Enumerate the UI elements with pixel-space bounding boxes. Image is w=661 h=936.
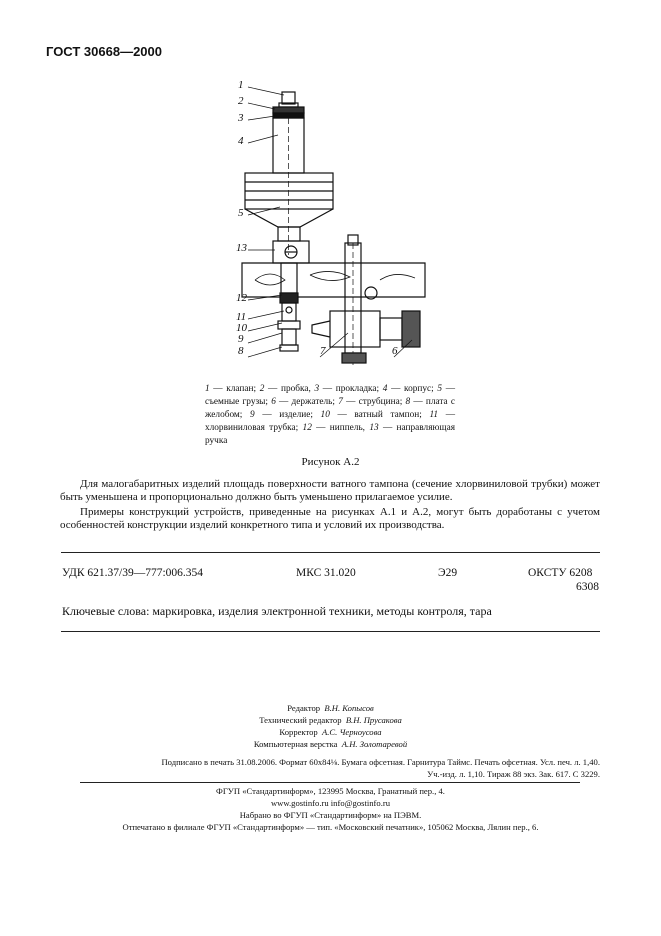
- fig-label-2: 2: [238, 95, 244, 107]
- e-code: Э29: [438, 567, 458, 579]
- fig-label-7: 7: [320, 345, 326, 357]
- fig-label-6: 6: [392, 345, 398, 357]
- fig-label-4: 4: [238, 135, 244, 147]
- fig-label-3: 3: [238, 112, 244, 124]
- mks-code: МКС 31.020: [296, 567, 356, 579]
- divider-top: [61, 552, 600, 553]
- fig-label-13: 13: [236, 242, 247, 254]
- udk-code: УДК 621.37/39—777:006.354: [62, 567, 204, 579]
- keywords: Ключевые слова: маркировка, изделия электронной техники, методы контроля, тара: [62, 604, 492, 618]
- fig-label-1: 1: [238, 79, 244, 91]
- paragraph-1: Для малогабаритных изделий площадь поверхности ватного тампона (сечение хлорвиниловой трубки) может быть уменьшена и пропорционально должно быть уменьшено прилагаемое усилие.: [60, 478, 600, 503]
- fig-label-12: 12: [236, 292, 247, 304]
- fig-label-5: 5: [238, 207, 244, 219]
- valve: [282, 92, 295, 104]
- credit-editor: Редактор В.Н. Копысов: [287, 703, 374, 713]
- signed-info: Подписано в печать 31.08.2006. Формат 60х84⅛. Бумага офсетная. Гарнитура Таймс. Печать офсетная. Усл. печ. л. 1,40. Уч.-изд. л. 1,10. Тираж 88 экз. Зак. 617. С 3229.: [161, 757, 600, 779]
- gasket: [273, 113, 304, 118]
- fig-label-8: 8: [238, 345, 244, 357]
- plug: [273, 107, 304, 113]
- credit-layout: Компьютерная верстка А.Н. Золотаревой: [253, 739, 408, 749]
- standard-header: ГОСТ 30668—2000: [46, 44, 162, 59]
- fig-label-9: 9: [238, 333, 244, 345]
- cone: [245, 209, 333, 227]
- divider-imprint: [80, 782, 580, 783]
- figure-legend: 1 — клапан; 2 — пробка, 3 — прокладка; 4 — корпус; 5 — съемные грузы; 6 — держатель; 7 — струбцина; 8 — плата с желобом; 9 — изделие; 10 — ватный тампон; 11 — хлорвиниловая трубка; 12 — ниппель, 13 — направляющая ручка: [205, 384, 456, 446]
- okstu-code-2: 6308: [576, 581, 599, 593]
- fig-label-10: 10: [236, 322, 247, 334]
- fig-label-11: 11: [236, 311, 247, 323]
- paragraph-2: Примеры конструкций устройств, приведенные на рисунках А.1 и А.2, могут быть доработаны с учетом особенностей конструкции изделий конкретного типа и условий их производства.: [60, 506, 600, 531]
- publisher-info: ФГУП «Стандартинформ», 123995 Москва, Гранатный пер., 4. www.gostinfo.ru info@gostinfo.ru Набрано во ФГУП «Стандартинформ» на ПЭВМ. Отпечатано в филиале ФГУП «Стандартинформ» — тип. «Московский печатник», 105062 Москва, Лялин пер., 6.: [122, 786, 539, 832]
- okstu-code: ОКСТУ 6208: [528, 567, 593, 579]
- board: [242, 263, 425, 297]
- credit-corrector: Корректор А.С. Черноусова: [279, 727, 382, 737]
- holder: [380, 318, 402, 340]
- figure-caption: Рисунок А.2: [301, 456, 360, 468]
- credit-tech-editor: Технический редактор В.Н. Прусакова: [259, 715, 402, 725]
- divider-bottom: [61, 631, 600, 632]
- figure-drawing: [220, 75, 445, 375]
